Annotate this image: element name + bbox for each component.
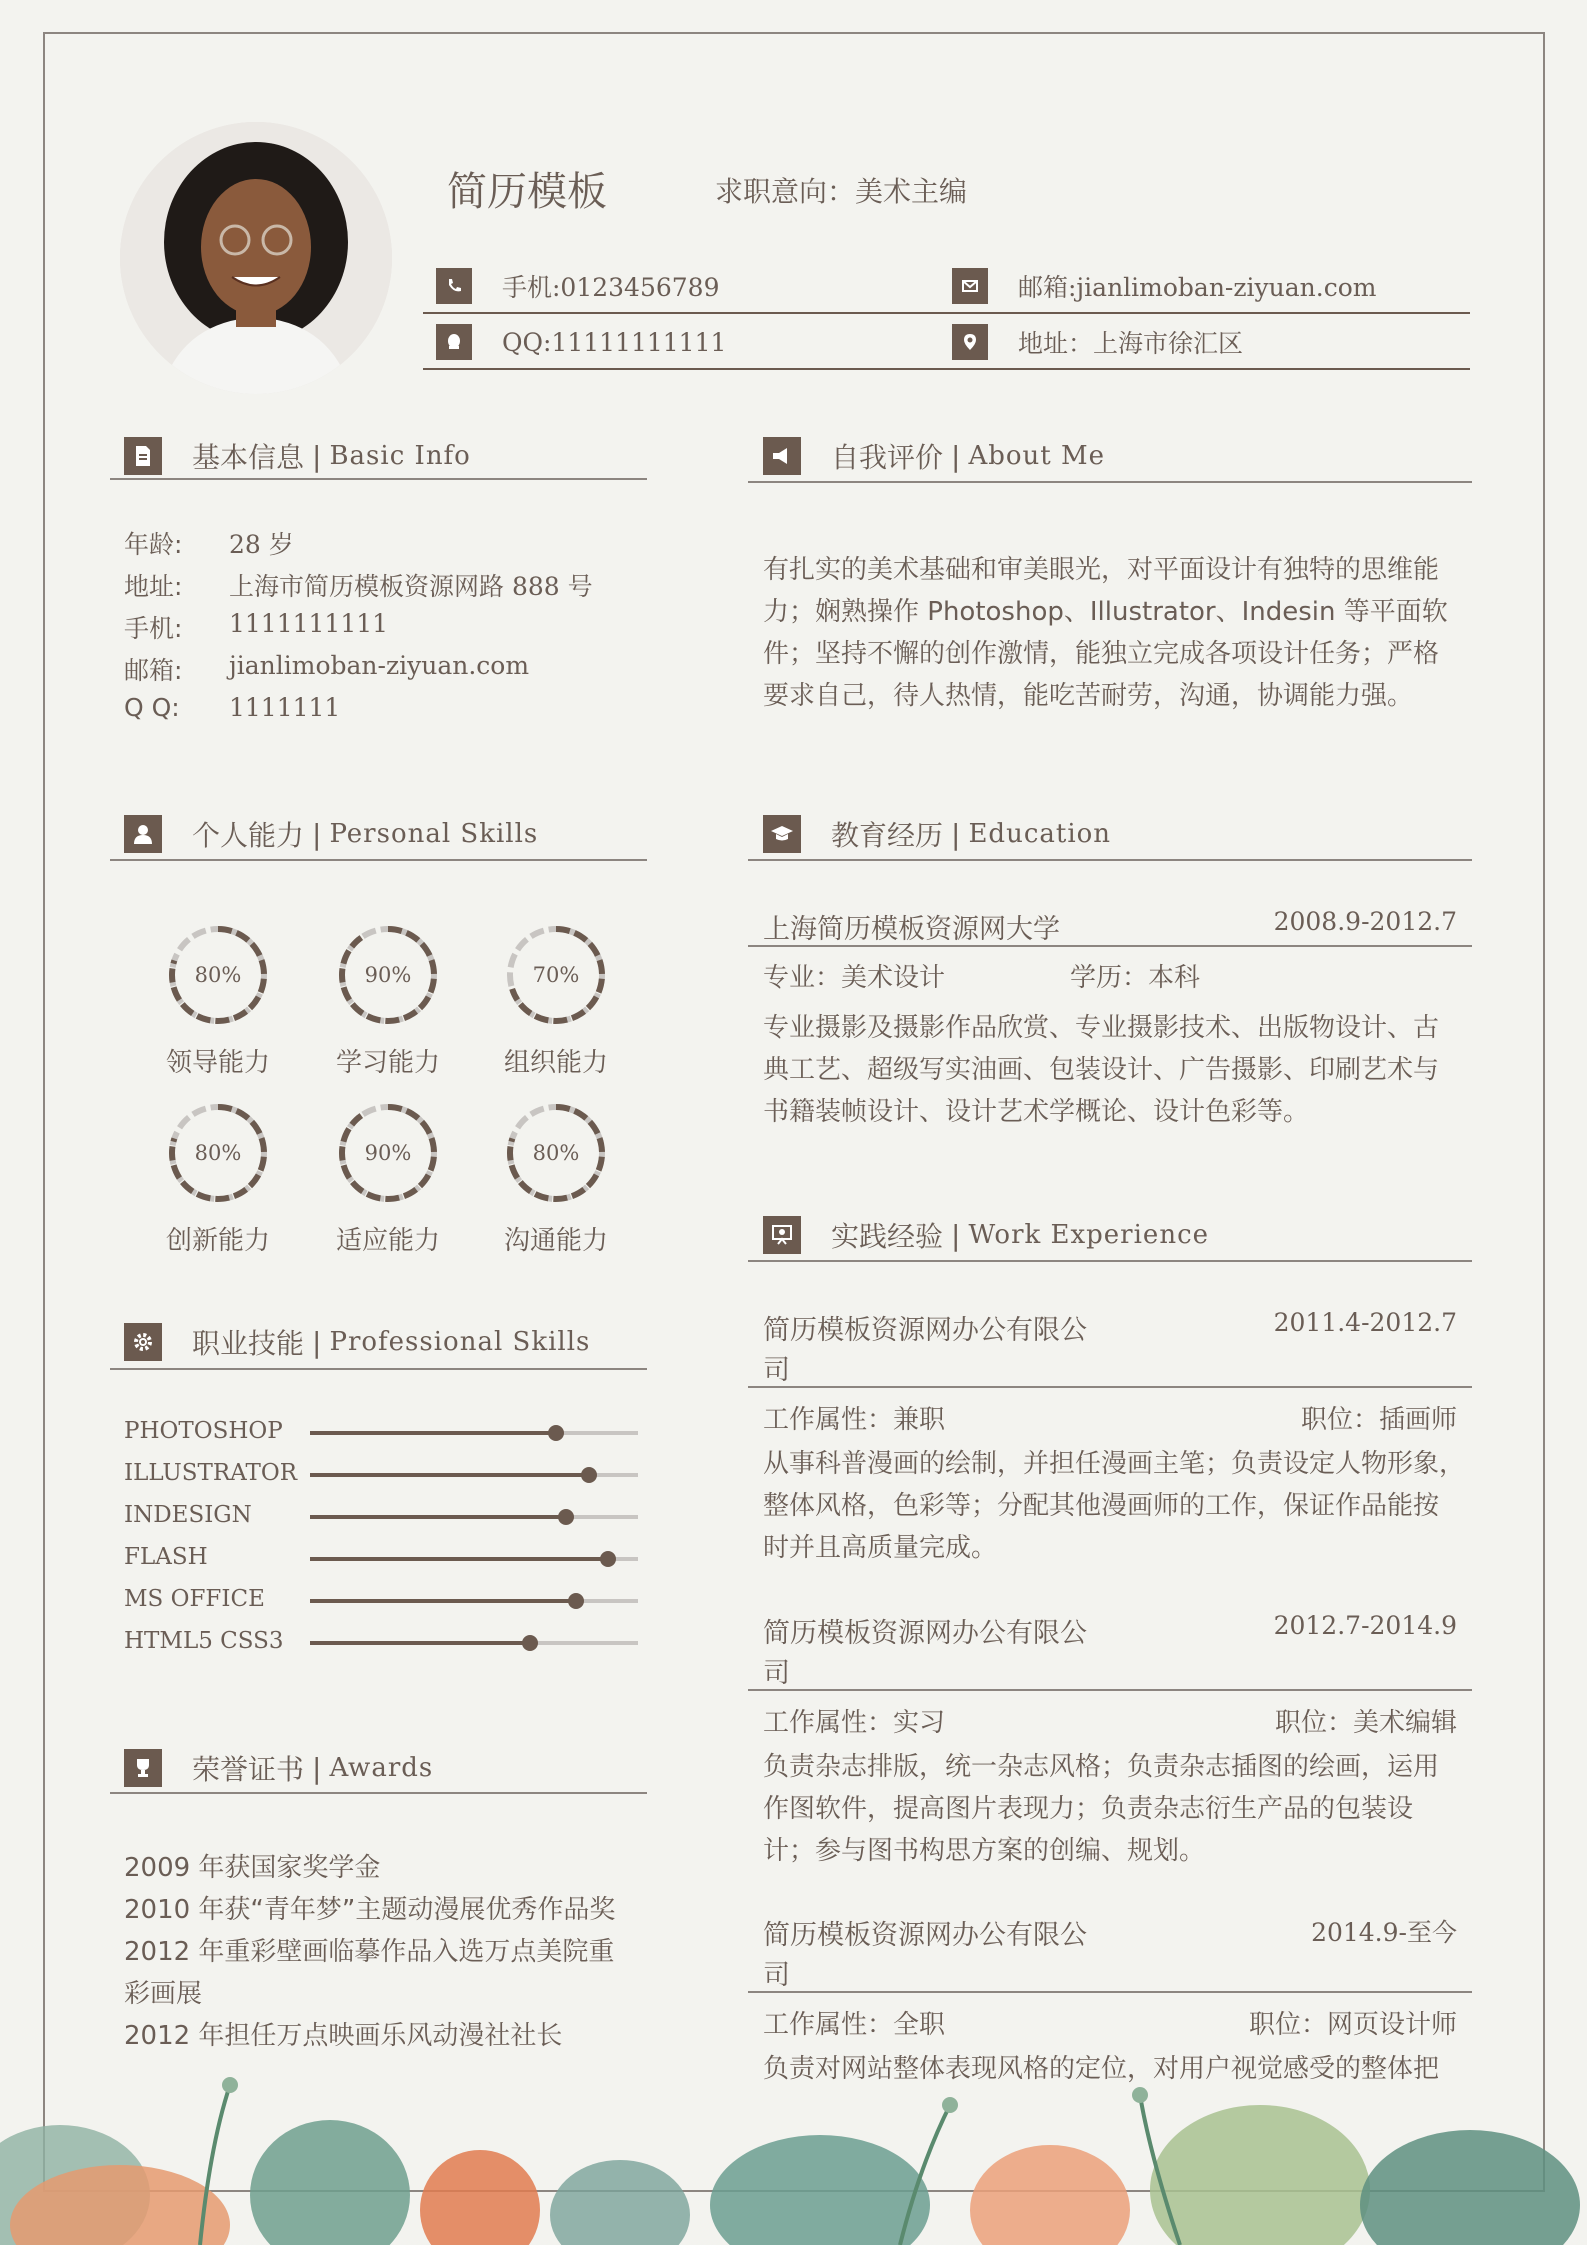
mail-icon <box>952 268 988 304</box>
row-value: 1111111 <box>229 693 341 722</box>
ring-label: 沟通能力 <box>503 1226 608 1256</box>
skill-ring <box>501 1098 611 1257</box>
row-value: jianlimoban-ziyuan.com <box>229 651 530 680</box>
ring-value: 80% <box>194 963 242 987</box>
section-title-cn: 基本信息 <box>192 441 305 474</box>
job-desc-line: 计；参与图书构思方案的创编、规划。 <box>763 1836 1206 1866</box>
award-item: 2010 年获“青年梦”主题动漫展优秀作品奖 <box>124 1895 616 1925</box>
skill-bar-fill <box>310 1515 566 1519</box>
address-contact <box>952 324 1243 360</box>
job-underline <box>748 1386 1472 1388</box>
basic-info-row <box>124 525 294 561</box>
graduation-cap-icon <box>763 815 801 853</box>
section-title-cn: 个人能力 <box>192 819 305 852</box>
job-type: 工作属性：兼职 <box>763 1405 946 1435</box>
ring-label: 学习能力 <box>335 1048 440 1078</box>
about-line: 有扎实的美术基础和审美眼光，对平面设计有独特的思维能 <box>763 555 1440 585</box>
skill-bar <box>310 1473 638 1477</box>
skill-name: MS OFFICE <box>124 1586 265 1612</box>
skill-bar-fill <box>310 1641 530 1645</box>
section-title-cn: 实践经验 <box>831 1220 944 1253</box>
company-name-cont: 司 <box>763 1658 790 1689</box>
section-title-cn: 教育经历 <box>831 819 944 852</box>
job-position: 职位：插画师 <box>1300 1405 1457 1435</box>
ring-value: 80% <box>532 1141 580 1165</box>
section-awards: 荣誉证书 | Awards <box>124 1748 433 1788</box>
skill-name: INDESIGN <box>124 1502 252 1528</box>
row-label: 手机: <box>124 614 183 643</box>
job-desc-line: 负责杂志排版，统一杂志风格；负责杂志插图的绘画，运用 <box>763 1752 1440 1782</box>
skill-bar <box>310 1515 638 1519</box>
skill-ring <box>163 1098 273 1257</box>
row-label: 年龄: <box>124 530 183 559</box>
basic-info-row <box>124 651 529 687</box>
ring-value: 80% <box>194 1141 242 1165</box>
row-value: 28 岁 <box>229 530 294 559</box>
contact-divider-bottom <box>423 368 1470 370</box>
section-title-en: Education <box>968 819 1112 849</box>
school-name: 上海简历模板资源网大学 <box>763 914 1060 945</box>
skill-bar-fill <box>310 1473 589 1477</box>
skill-bar <box>310 1431 638 1435</box>
megaphone-icon <box>763 437 801 475</box>
skill-ring <box>501 920 611 1079</box>
job-type: 工作属性：全职 <box>763 2010 946 2040</box>
basic-info-row <box>124 693 340 722</box>
skill-ring <box>333 1098 443 1257</box>
document-icon <box>124 437 162 475</box>
section-underline <box>110 1368 647 1370</box>
ring-label: 组织能力 <box>503 1048 608 1078</box>
section-underline <box>748 859 1472 861</box>
ring-label: 领导能力 <box>165 1048 270 1078</box>
phone-contact <box>436 268 719 304</box>
section-title-cn: 职业技能 <box>192 1327 305 1360</box>
job-desc-line: 作图软件，提高图片表现力；负责杂志衍生产品的包装设 <box>763 1794 1414 1824</box>
section-underline <box>748 1260 1472 1262</box>
section-underline <box>110 1792 647 1794</box>
section-education: 教育经历 | Education <box>763 814 1111 854</box>
ring-value: 70% <box>532 963 580 987</box>
section-title-en: Professional Skills <box>329 1327 591 1357</box>
award-item: 2009 年获国家奖学金 <box>124 1853 381 1883</box>
education-degree: 学历：本科 <box>1070 963 1201 993</box>
award-item: 彩画展 <box>124 1979 203 2009</box>
skill-name: HTML5 CSS3 <box>124 1628 284 1654</box>
email-text: 邮箱:jianlimoban-ziyuan.com <box>1018 273 1377 302</box>
section-title-cn: 自我评价 <box>831 441 944 474</box>
job-date: 2012.7-2014.9 <box>1273 1611 1457 1640</box>
section-basic-info: 基本信息 | Basic Info <box>124 436 471 476</box>
company-name: 简历模板资源网办公有限公 <box>763 1920 1087 1951</box>
row-value: 1111111111 <box>229 609 389 638</box>
education-date: 2008.9-2012.7 <box>1273 907 1457 936</box>
skill-bar-fill <box>310 1431 556 1435</box>
company-name: 简历模板资源网办公有限公 <box>763 1618 1087 1649</box>
skill-bar-fill <box>310 1557 608 1561</box>
section-personal-skills: 个人能力 | Personal Skills <box>124 814 538 854</box>
qq-text: QQ:11111111111 <box>502 327 727 357</box>
ring-value: 90% <box>364 1141 412 1165</box>
section-professional-skills: 职业技能 | Professional Skills <box>124 1322 590 1362</box>
email-contact <box>952 268 1376 304</box>
section-underline <box>748 481 1472 483</box>
section-title-en: Basic Info <box>329 441 471 471</box>
candidate-name: 简历模板 <box>447 169 607 215</box>
award-item: 2012 年重彩壁画临摹作品入选万点美院重 <box>124 1937 615 1967</box>
course-line: 书籍装帧设计、设计艺术学概论、设计色彩等。 <box>763 1097 1310 1127</box>
section-work-experience: 实践经验 | Work Experience <box>763 1215 1209 1255</box>
education-major: 专业：美术设计 <box>763 963 946 993</box>
section-title-en: Awards <box>329 1753 434 1783</box>
company-name-cont: 司 <box>763 1960 790 1991</box>
skill-bar-knob <box>558 1509 574 1525</box>
row-label: 地址: <box>124 572 183 601</box>
user-icon <box>124 815 162 853</box>
job-underline <box>748 1689 1472 1691</box>
basic-info-row <box>124 567 593 603</box>
job-position: 职位：美术编辑 <box>1274 1708 1457 1738</box>
section-underline <box>110 478 647 480</box>
row-value: 上海市简历模板资源网路 888 号 <box>229 572 593 601</box>
skill-bar <box>310 1599 638 1603</box>
contact-divider <box>423 312 1470 314</box>
phone-text: 手机:0123456789 <box>502 273 720 302</box>
job-desc-line: 整体风格，色彩等；分配其他漫画师的工作，保证作品能按 <box>763 1491 1440 1521</box>
skill-bar-knob <box>548 1425 564 1441</box>
section-underline <box>110 859 647 861</box>
address-text: 地址：上海市徐汇区 <box>1018 329 1244 358</box>
row-label: 邮箱: <box>124 656 183 685</box>
skill-bar-knob <box>581 1467 597 1483</box>
skill-name: ILLUSTRATOR <box>124 1460 298 1486</box>
section-about-me: 自我评价 | About Me <box>763 436 1105 476</box>
job-position: 职位：网页设计师 <box>1248 2010 1457 2040</box>
about-line: 力；娴熟操作 Photoshop、Illustrator、Indesin 等平面软 <box>763 597 1448 627</box>
award-item: 2012 年担任万点映画乐风动漫社社长 <box>124 2021 563 2051</box>
job-desc-line: 从事科普漫画的绘制，并担任漫画主笔；负责设定人物形象， <box>763 1449 1466 1479</box>
job-desc-line: 负责对网站整体表现风格的定位，对用户视觉感受的整体把 <box>763 2054 1440 2084</box>
section-title-en: Work Experience <box>968 1220 1210 1250</box>
education-courses <box>763 1007 1439 1133</box>
job-intent: 求职意向：美术主编 <box>715 175 968 208</box>
job-desc-line: 时并且高质量完成。 <box>763 1533 998 1563</box>
skill-ring <box>163 920 273 1079</box>
basic-info-row <box>124 609 388 645</box>
floral-decoration <box>0 2025 1587 2245</box>
about-line: 要求自己，待人热情，能吃苦耐劳，沟通，协调能力强。 <box>763 681 1414 711</box>
section-title-cn: 荣誉证书 <box>192 1753 305 1786</box>
gear-icon <box>124 1323 162 1361</box>
trophy-icon <box>124 1749 162 1787</box>
course-line: 专业摄影及摄影作品欣赏、专业摄影技术、出版物设计、古 <box>763 1013 1440 1043</box>
ring-label: 适应能力 <box>335 1226 440 1256</box>
course-line: 典工艺、超级写实油画、包装设计、广告摄影、印刷艺术与 <box>763 1055 1440 1085</box>
skill-bar-knob <box>522 1635 538 1651</box>
phone-icon <box>436 268 472 304</box>
job-date: 2014.9-至今 <box>1311 1918 1457 1947</box>
job-type: 工作属性：实习 <box>763 1708 946 1738</box>
location-pin-icon <box>952 324 988 360</box>
job-date: 2011.4-2012.7 <box>1273 1308 1457 1337</box>
about-me-text <box>763 549 1448 717</box>
avatar <box>120 122 392 394</box>
presentation-icon <box>763 1216 801 1254</box>
qq-contact <box>436 324 726 360</box>
job-description <box>763 1443 1465 1569</box>
skill-name: PHOTOSHOP <box>124 1418 283 1444</box>
skill-name: FLASH <box>124 1544 208 1570</box>
company-name-cont: 司 <box>763 1355 790 1386</box>
skill-bar-fill <box>310 1599 576 1603</box>
ring-value: 90% <box>364 963 412 987</box>
row-label: Q Q: <box>124 693 180 722</box>
section-title-en: Personal Skills <box>329 819 539 849</box>
skill-bar <box>310 1557 638 1561</box>
ring-label: 创新能力 <box>165 1226 270 1256</box>
about-line: 件；坚持不懈的创作激情，能独立完成各项设计任务；严格 <box>763 639 1440 669</box>
job-description <box>763 1746 1439 1872</box>
skill-bar <box>310 1641 638 1645</box>
skill-bar-knob <box>568 1593 584 1609</box>
qq-icon <box>436 324 472 360</box>
section-title-en: About Me <box>968 441 1105 471</box>
job-underline <box>748 1991 1472 1993</box>
company-name: 简历模板资源网办公有限公 <box>763 1315 1087 1346</box>
skill-ring <box>333 920 443 1079</box>
school-underline <box>748 945 1472 947</box>
